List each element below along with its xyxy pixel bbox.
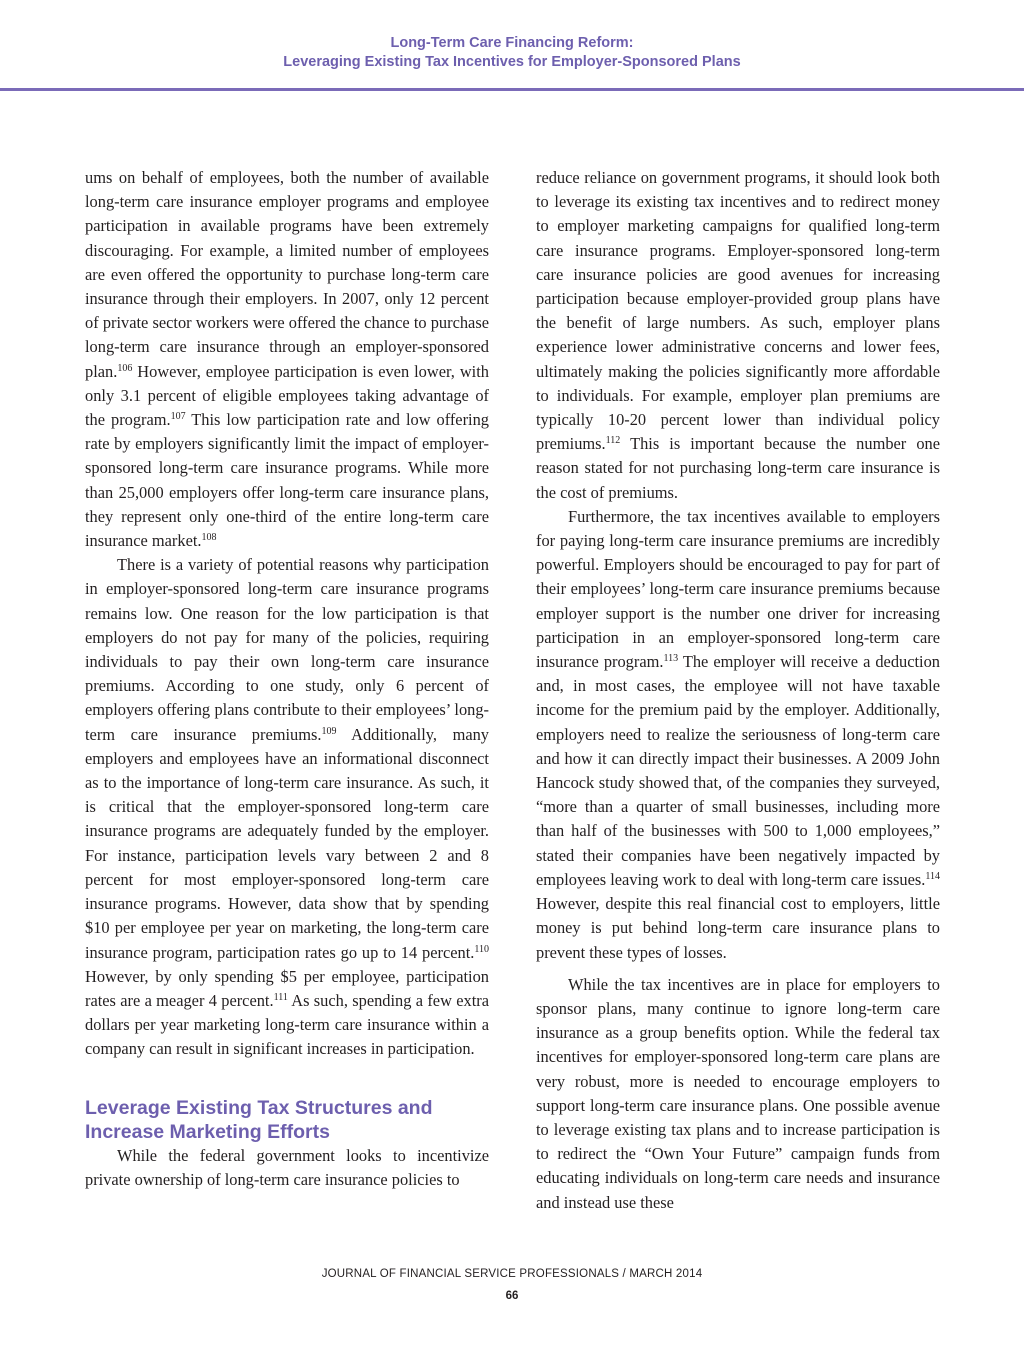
running-header-subtitle: Leveraging Existing Tax Incentives for Employer-Sponsored Plans <box>283 54 741 70</box>
header-rule <box>0 88 1024 91</box>
footnote-ref: 106 <box>117 362 133 374</box>
footnote-ref: 110 <box>474 943 489 955</box>
footnote-ref: 114 <box>925 870 940 882</box>
running-header <box>0 34 1024 72</box>
footnote-ref: 108 <box>201 532 217 544</box>
footnote-ref: 109 <box>321 725 337 737</box>
body-paragraph: Furthermore, the tax incentives available to employers for paying long-term care insurance premiums are incredibly powerful. Employers should be encouraged to pay for part of their employees’ long-term care insurance premiums because employer support is the number one driver for increasing participation in an employer-sponsored long-term care insurance program.$^{113}$ The employer will receive a deduction and, in most cases, the employee will not have taxable income for the premium paid by the employer. Additionally, employers need to realize the seriousness of long-term care and how it can directly impact their businesses. A 2009 John Hancock study showed that, of the companies they surveyed, “more than a quarter of small businesses, including more than half of the businesses with 500 to 1,000 employees,” stated their companies have been negatively impacted by employees leaving work to deal with long-term care issues.$^{114}$ However, despite this real financial cost to employers, little money is put behind long-term care insurance plans to prevent these types of losses. <box>536 506 940 962</box>
section-heading: Leverage Existing Tax Structures and Increase Marketing Efforts <box>85 1096 433 1143</box>
left-column <box>85 166 489 1192</box>
body-paragraph: ums on behalf of employees, both the number of available long-term care insurance employer programs and employee participation in available programs have been extremely discouraging. For example, a limited number of employees are even offered the opportunity to purchase long-term care insurance through their employers. In 2007, only 12 percent of private sector workers were offered the chance to purchase long-term care insurance through an employer-sponsored plan.$^{106}$ However, employee participation is even lower, with only 3.1 percent of eligible employees taking advantage of the program.$^{107}$ This low participation rate and low offering rate by employers significantly limit the impact of employer-sponsored long-term care insurance programs. While more than 25,000 employers offer long-term care insurance plans, they represent only one-third of the entire long-term care insurance market.$^{108}$ <box>85 168 489 551</box>
footnote-ref: 111 <box>273 991 288 1003</box>
footnote-ref: 113 <box>663 653 679 665</box>
footnote-ref: 107 <box>170 411 186 423</box>
page-number: 66 <box>505 1290 519 1302</box>
body-paragraph: While the federal government looks to incentivize private ownership of long-term care insurance policies to <box>85 1145 489 1189</box>
journal-footer: JOURNAL OF FINANCIAL SERVICE PROFESSIONALS / MARCH 2014 <box>321 1268 703 1280</box>
right-column <box>536 166 940 1215</box>
body-paragraph: While the tax incentives are in place for employers to sponsor plans, many continue to ignore long-term care insurance as a group benefits option. While the federal tax incentives for employer-sponsored long-term care plans are very robust, more is needed to encourage employers to support long-term care insurance plans. One possible avenue to leverage existing tax plans and to increase participation is to redirect the “Own Your Future” campaign funds from educating individuals on long-term care needs and insurance and instead use these <box>536 974 940 1212</box>
body-paragraph: reduce reliance on government programs, it should look both to leverage its existing tax incentives and to redirect money to employer marketing campaigns for qualified long-term care insurance programs. Employer-sponsored long-term care insurance policies are good avenues for increasing participation because employer-provided group plans have the benefit of large numbers. As such, employer plans experience lower administrative concerns and lower fees, ultimately making the policies significantly more affordable to individuals. For example, employer plan premiums are typically 10-20 percent lower than individual policy premiums.$^{112}$ This is important because the number one reason stated for not purchasing long-term care insurance is the cost of premiums. <box>536 168 940 502</box>
body-paragraph: There is a variety of potential reasons why participation in employer-sponsored long-term care insurance programs remains low. One reason for the low participation is that employers do not pay for many of the policies, requiring individuals to pay their own long-term care insurance premiums. According to one study, only 6 percent of employers offering plans contribute to their employees’ long-term care insurance premiums.$^{109}$ Additionally, many employers and employees have an informational disconnect as to the importance of long-term care insurance. As such, it is critical that the employer-sponsored long-term care insurance programs are adequately funded by the employer. For instance, participation levels vary between 2 and 8 percent for most employer-sponsored long-term care insurance programs. However, data show that by spending $10 per employee per year on marketing, the long-term care insurance program, participation rates go up to 14 percent.$^{110}$ However, by only spending $5 per employee, participation rates are a meager 4 percent.$^{111}$ As such, spending a few extra dollars per year marketing long-term care insurance within a company can result in significant increases in participation. <box>85 555 489 1059</box>
running-header-title: Long-Term Care Financing Reform: <box>390 35 634 51</box>
footnote-ref: 112 <box>605 435 621 447</box>
